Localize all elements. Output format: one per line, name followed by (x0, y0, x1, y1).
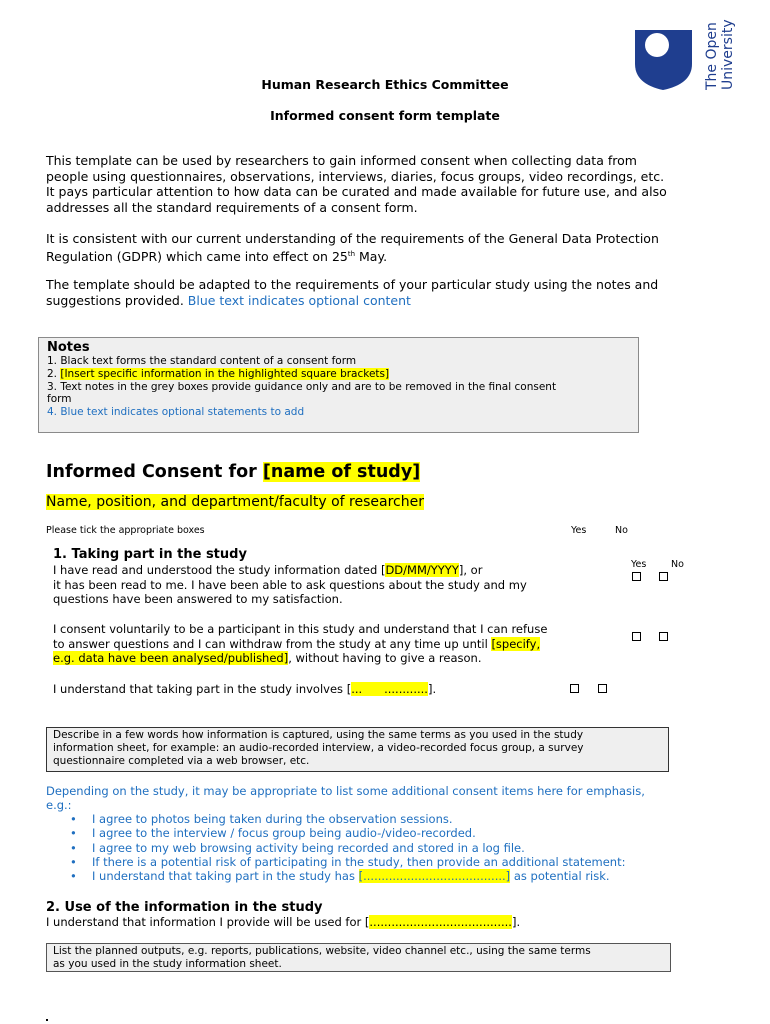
text-span: ], or (458, 563, 483, 577)
form-title: Informed consent form template (270, 108, 500, 123)
text-line: The template should be adapted to the requirements of your particular study using the notes and (46, 277, 659, 292)
text-span: I have read and understood the study information dated [ (53, 563, 386, 577)
risk-placeholder: [.......................................] (358, 869, 511, 884)
notes-item: 4. Blue text indicates optional statements to add (47, 406, 305, 419)
guidance-box-data-capture (46, 727, 669, 772)
superscript: th (347, 249, 356, 258)
study-name-placeholder: [name of study] (262, 462, 421, 482)
committee-title: Human Research Ethics Committee (261, 77, 509, 92)
list-item: • I agree to the interview / focus group being audio-/video-recorded. (62, 826, 625, 840)
text-line: List the planned outputs, e.g. reports, publications, website, video channel etc., using the same terms (53, 945, 591, 957)
researcher-placeholder (46, 494, 424, 510)
text-line: people using questionnaires, observations, interviews, diaries, focus groups, video recordings, etc. (46, 168, 665, 184)
notes-item: form (47, 393, 72, 406)
text-span: , without having to give a reason. (288, 651, 482, 665)
yes-column-header: Yes (571, 525, 587, 536)
notes-item: 2. (47, 367, 61, 380)
text-line: questions have been answered to my satisfaction. (53, 592, 343, 606)
text-line: It is consistent with our current understanding of the requirements of the General Data Protection (46, 231, 659, 246)
list-item: • I agree to my web browsing activity being recorded and stored in a log file. (62, 841, 625, 855)
statement-information-read (53, 563, 618, 607)
page-mark (46, 1019, 48, 1021)
no-checkbox[interactable] (659, 632, 668, 641)
text-span: as potential risk. (510, 869, 610, 884)
text-line: e.g.: (46, 797, 72, 812)
text-line: questionnaire completed via a web browser, etc. (53, 754, 310, 767)
text-line: addresses all the standard requirements of a consent form. (46, 199, 418, 215)
text-line: This template can be used by researchers to gain informed consent when collecting data from (46, 153, 637, 168)
text-line: I consent voluntarily to be a participant in this study and understand that I can refuse (53, 622, 548, 636)
consent-heading (46, 462, 420, 482)
no-checkbox[interactable] (598, 684, 607, 693)
text-line: information sheet, for example: an audio-recorded interview, a video-recorded focus group, a survey (53, 741, 584, 754)
text-span: ]. (427, 682, 437, 696)
statement-participation-involves (53, 682, 618, 697)
optional-items-intro (46, 785, 736, 813)
no-label: No (671, 559, 684, 570)
highlighted-text: Name, position, and department/faculty of researcher (46, 494, 424, 510)
list-item (62, 869, 625, 883)
text-line: as you used in the study information sheet. (53, 957, 282, 970)
outputs-placeholder: ....................................... (369, 915, 512, 929)
yes-label: Yes (631, 559, 647, 570)
highlighted-text: [Insert specific information in the highlighted square brackets] (60, 367, 390, 380)
logo-text-line: University (720, 19, 736, 90)
text-span: to answer questions and I can withdraw from the study at any time up until (53, 636, 492, 651)
text-span: Informed Consent for (46, 462, 263, 482)
section-2-heading: 2. Use of the information in the study (46, 900, 323, 915)
logo-text-line: The Open (704, 22, 720, 90)
list-item: • If there is a potential risk of participating in the study, then provide an additional statement: (62, 855, 625, 869)
text-span: May. (355, 248, 388, 264)
list-item: • I agree to photos being taken during the observation sessions. (62, 812, 625, 826)
notes-item: 1. Black text forms the standard content of a consent form (47, 355, 357, 367)
text-span: Regulation (GDPR) which came into effect on 25 (46, 248, 348, 264)
intro-paragraph-3 (46, 277, 686, 308)
text-span: I understand that taking part in the study involves [ (53, 682, 352, 696)
yes-checkbox[interactable] (632, 572, 641, 581)
optional-content-note: Blue text indicates optional content (187, 292, 411, 308)
notes-heading: Notes (47, 340, 90, 355)
highlighted-text: [specify, (491, 636, 541, 651)
text-line: it has been read to me. I have been able to ask questions about the study and my (53, 577, 527, 592)
notes-box (38, 337, 639, 433)
yes-checkbox[interactable] (632, 632, 641, 641)
statement-voluntary-participation (53, 622, 618, 666)
guidance-box-outputs (46, 943, 671, 972)
optional-items-list (62, 812, 625, 883)
date-placeholder: DD/MM/YYYY (385, 563, 459, 577)
text-line: It pays particular attention to how data can be curated and made available for future use, and also (46, 184, 667, 199)
highlighted-text: e.g. data have been analysed/published] (53, 651, 289, 665)
no-column-header: No (615, 525, 628, 536)
intro-paragraph-1 (46, 153, 686, 215)
text-line: Depending on the study, it may be appropriate to list some additional consent items here for emphasis, (46, 784, 645, 798)
highlighted-text: ... ............ (351, 682, 428, 696)
text-span: suggestions provided. (46, 292, 188, 308)
tick-instruction: Please tick the appropriate boxes (46, 525, 205, 536)
text-span: ]. (511, 915, 521, 929)
notes-item: 3. Text notes in the grey boxes provide guidance only and are to be removed in the final consent (47, 380, 557, 393)
yes-checkbox[interactable] (570, 684, 579, 693)
text-line: Describe in a few words how information is captured, using the same terms as you used in the study (53, 729, 584, 741)
text-span: I understand that taking part in the study has (92, 869, 359, 884)
statement-information-use (46, 915, 520, 929)
intro-paragraph-2 (46, 231, 686, 264)
text-span: I understand that information I provide will be used for [ (46, 915, 370, 929)
no-checkbox[interactable] (659, 572, 668, 581)
section-1-heading: 1. Taking part in the study (53, 547, 247, 562)
